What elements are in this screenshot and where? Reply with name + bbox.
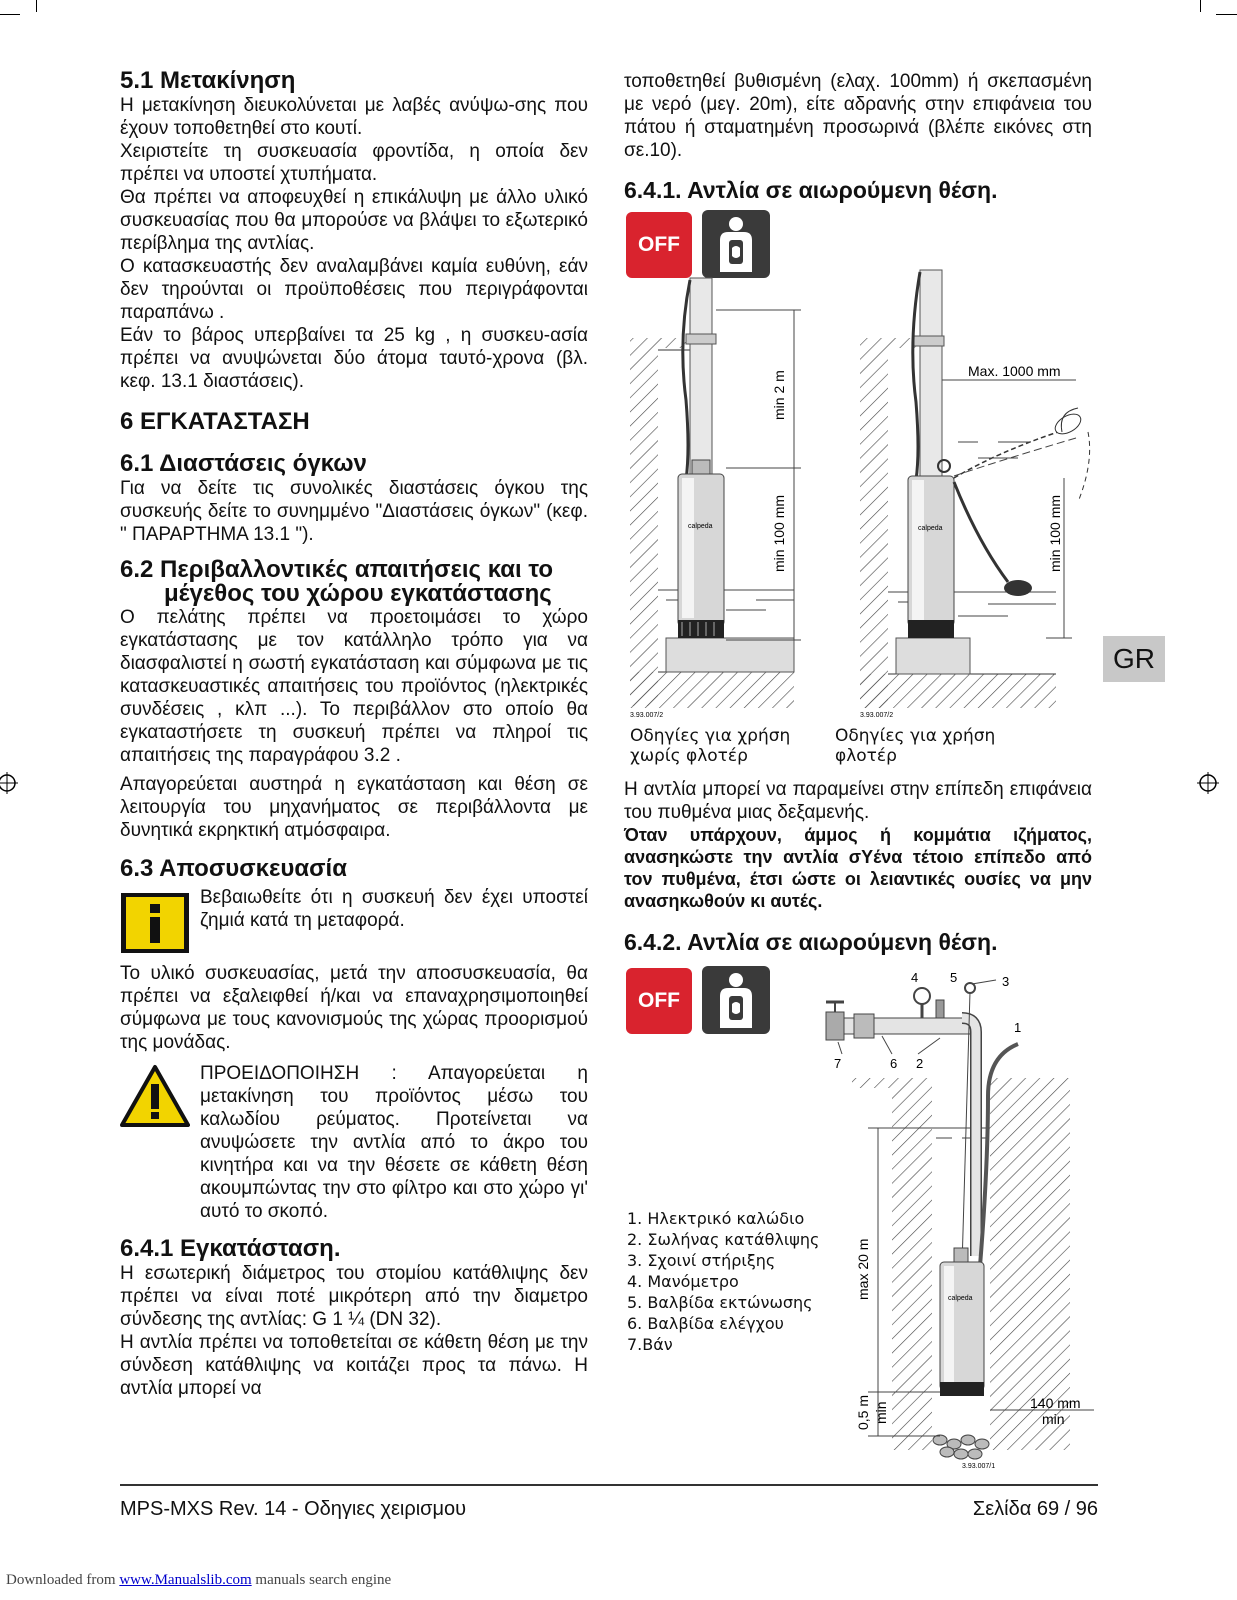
legend-item: 1. Ηλεκτρικό καλώδιο	[627, 1209, 805, 1228]
pump-float-diagram	[858, 262, 1106, 720]
label-4: 4	[911, 970, 919, 985]
dimension-max-1000mm: Max. 1000 mm	[968, 363, 1061, 379]
manualslib-link[interactable]: www.Manualslib.com	[119, 1572, 252, 1588]
pump-no-float-diagram	[626, 260, 824, 720]
section-6-3-title: 6.3 Αποσυσκευασία	[120, 855, 347, 882]
paragraph: Απαγορεύεται αυστηρά η εγκατάσταση και θέση σε λειτουργία του μηχανήματος σε περιβάλλοντα με δυνητικά εκρηκτική ατμόσφαιρα.	[120, 774, 588, 841]
paragraph: Το υλικό συσκευασίας, μετά την αποσυσκευασία, θα πρέπει να εξαλειφθεί ή/και να επαναχρησιμοποιηθεί σύμφωνα με τους κανονισμούς της χώρας προορισμού της μονάδας.	[120, 963, 588, 1053]
dimension-min-100mm: min 100 mm	[771, 494, 787, 572]
label-5: 5	[950, 970, 958, 985]
label-6: 6	[890, 1056, 898, 1071]
paragraph: Η αντλία μπορεί να παραμείνει στην επίπεδη επιφάνεια του πυθμένα μιας δεξαμενής.	[624, 779, 1092, 823]
dimension-min-100mm: min 100 mm	[1047, 494, 1063, 572]
registration-mark-icon	[1197, 772, 1219, 794]
dimension-min: min	[873, 1401, 889, 1424]
language-tab: GR	[1103, 636, 1165, 682]
brand-label: calpeda	[918, 525, 943, 532]
legend-item: 3. Σχοινί στήριξης	[627, 1251, 776, 1270]
power-off-badge: OFF	[626, 212, 692, 278]
label-3: 3	[1002, 974, 1010, 989]
figure-code: 3.93.007/1	[962, 1463, 996, 1470]
warning-icon	[120, 1064, 190, 1128]
label-7: 7	[834, 1056, 842, 1071]
footer-document-title: MPS-MXS Rev. 14 - Οδηγιες χειρισμου	[120, 1498, 467, 1520]
paragraph: Η μετακίνηση διευκολύνεται με λαβές ανύψω-σης που έχουν τοποθετηθεί στο κουτί.	[120, 95, 588, 139]
legend-item: 7.Βάν	[627, 1335, 673, 1354]
paragraph: Θα πρέπει να αποφευχθεί η επικάλυψη με άλλο υλικό συσκευασίας που θα μπορούσε να βλάψει το εξωτερικό περίβλημα της αντλίας.	[120, 187, 588, 254]
crop-mark	[1200, 0, 1201, 12]
footer-divider	[120, 1484, 1098, 1486]
registration-mark-icon	[0, 772, 18, 794]
section-6-4-1-float-title: 6.4.1. Αντλία σε αιωρούμενη θέση.	[624, 177, 998, 203]
read-manual-icon	[702, 966, 770, 1034]
dimension-max-20m: max 20 m	[855, 1238, 871, 1300]
section-5-1-title: 5.1 Μετακίνηση	[120, 67, 296, 94]
section-6-4-1-title: 6.4.1 Εγκατάσταση.	[120, 1235, 341, 1262]
paragraph: Για να δείτε τις συνολικές διαστάσεις όγκου της συσκευής δείτε το συνημμένο "Διαστάσεις όγκων" (κεφ. " ΠΑΡΑΡΤΗΜΑ 13.1 ").	[120, 478, 588, 545]
crop-mark	[1216, 14, 1237, 15]
label-1: 1	[1014, 1020, 1022, 1035]
brand-label: calpeda	[948, 1295, 973, 1302]
well-installation-diagram	[812, 966, 1102, 1476]
paragraph: Η εσωτερική διάμετρος του στομίου κατάθλιψης δεν πρέπει να είναι ποτέ μικρότερη από την διαμετρο σύνδεσης της αντλίας: G 1 ¼ (DN 32).	[120, 1263, 588, 1330]
dimension-min-2m: min 2 m	[771, 370, 787, 420]
left-column	[120, 68, 588, 1400]
info-icon	[120, 892, 190, 954]
legend-item: 2. Σωλήνας κατάθλιψης	[627, 1230, 820, 1249]
crop-mark	[36, 0, 37, 12]
legend-item: 4. Μανόμετρο	[627, 1272, 739, 1291]
paragraph: Εάν το βάρος υπερβαίνει τα 25 kg , η συσκευ-ασία πρέπει να ανυψώνεται δύο άτομα ταυτό-χρονα (βλ. κεφ. 13.1 διαστάσεις).	[120, 325, 588, 392]
section-6-title: 6 ΕΓΚΑΤΑΣΤΑΣΗ	[120, 408, 310, 435]
paragraph: Η αντλία πρέπει να τοποθετείται σε κάθετη θέση με την σύνδεση κατάθλιψης να κοιτάζει προς τα πάνω. Η αντλία μπορεί να	[120, 1332, 588, 1399]
footer-page-number: Σελίδα 69 / 96	[972, 1498, 1098, 1520]
figure-2-caption: Οδηγίες για χρήση φλοτέρ	[835, 726, 996, 766]
warning-text: ΠΡΟΕΙΔΟΠΟΙΗΣΗ : Απαγορεύεται η μετακίνηση του προϊόντος μέσω του καλωδίου ρεύματος. Προτείνεται να ανυψώσετε την αντλία από το άκρο του κινητήρα και να την θέσετε σε κάθετη θέση ακουμπώντας την στο φίλτρο και στο χώρο γι' αυτό το σκοπό.	[200, 1063, 588, 1222]
paragraph-bold: Όταν υπάρχουν, άμμος ή κομμάτια ιζήματος, ανασηκώστε την αντλία σΥένα τέτοιο επίπεδο από τον πυθμένα, έτσι ώστε οι λειαντικές ουσίες να μην ανασηκωθούν κι αυτές.	[624, 825, 1092, 911]
legend-item: 5. Βαλβίδα εκτώνωσης	[627, 1293, 813, 1312]
warning-block	[120, 1062, 588, 1222]
brand-label: calpeda	[688, 523, 713, 530]
section-6-2-title: 6.2 Περιβαλλοντικές απαιτήσεις και το μέγεθος του χώρου εγκατάστασης	[120, 556, 554, 607]
paragraph: τοποθετηθεί βυθισμένη (ελαχ. 100mm) ή σκεπασμένη με νερό (μεγ. 20m), είτε αδρανής στην επιφάνεια του πάτου ή σταματημένη προσωρινά (βλέπε εικόνες στη σε.10).	[624, 71, 1092, 161]
info-block	[120, 886, 588, 958]
section-6-4-2-title: 6.4.2. Αντλία σε αιωρούμενη θέση.	[624, 929, 998, 955]
figure-1-caption: Οδηγίες για χρήση χωρίς φλοτέρ	[630, 726, 791, 766]
info-text: Βεβαιωθείτε ότι η συσκευή δεν έχει υποστεί ζημιά κατά τη μεταφορά.	[200, 887, 588, 931]
figure-3-legend	[627, 1208, 837, 1355]
paragraph: Ο πελάτης πρέπει να προετοιμάσει το χώρο εγκατάστασης με τον κατάλληλο τρόπο για να διασφαλιστεί η σωστή εγκατάσταση και σύμφωνα με τις κατασκευαστικές απαιτήσεις του προϊόντος (ηλεκτρικές συνδέσεις , κλπ ...). Το περιβάλλον στο οποίο θα εγκαταστήσετε τη συσκευή πρέπει να πληροί τις απαιτήσεις της παραγράφου 3.2 .	[120, 607, 588, 766]
dimension-0-5m: 0,5 m	[855, 1394, 871, 1430]
figure-code: 3.93.007/2	[630, 712, 664, 719]
paragraph: Χειριστείτε τη συσκευασία φροντίδα, η οποία δεν πρέπει να υποστεί χτυπήματα.	[120, 141, 588, 185]
label-2: 2	[916, 1056, 924, 1071]
figure-code: 3.93.007/2	[860, 712, 894, 719]
dimension-140mm: 140 mm	[1030, 1395, 1081, 1411]
paragraph: Ο κατασκευαστής δεν αναλαμβάνει καμία ευθύνη, εάν δεν τηρούνται οι προϋποθέσεις που περιγράφονται παραπάνω .	[120, 256, 588, 323]
right-column-top	[624, 70, 1092, 203]
right-column-middle	[624, 778, 1092, 955]
crop-mark	[0, 14, 20, 15]
dimension-min: min	[1042, 1411, 1065, 1427]
download-notice: Downloaded from www.Manualslib.com manuals search engine	[6, 1572, 392, 1588]
section-6-1-title: 6.1 Διαστάσεις όγκων	[120, 450, 367, 477]
legend-item: 6. Βαλβίδα ελέγχου	[627, 1314, 784, 1333]
power-off-badge: OFF	[626, 968, 692, 1034]
